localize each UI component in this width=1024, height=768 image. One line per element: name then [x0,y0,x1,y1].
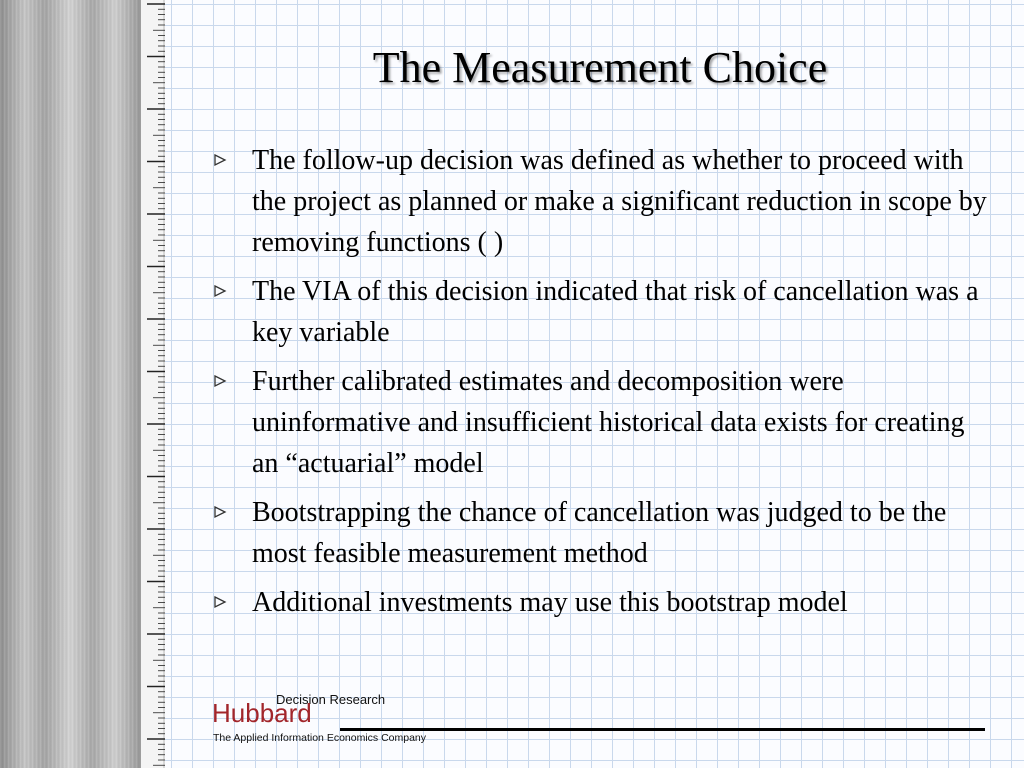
bullet-text: Bootstrapping the chance of cancellation was judged to be the most feasible measurement method [252,497,947,569]
bullet-item [212,492,992,574]
triangle-bullet-icon [212,372,228,390]
logo-tagline: The Applied Information Economics Company [213,732,427,744]
logo-rule [340,728,985,731]
triangle-bullet-icon [212,503,228,521]
triangle-bullet-icon [212,282,228,300]
bullet-list [212,140,992,631]
bullet-item [212,271,992,353]
logo-subtitle: Decision Research [276,692,386,707]
bullet-text: The follow-up decision was defined as whether to proceed with the project as planned or make a significant reduction in scope by removing functions ( ) [252,145,987,258]
bullet-item [212,361,992,484]
bullet-text: Additional investments may use this bootstrap model [252,587,848,618]
company-logo [212,690,987,750]
bullet-item [212,582,992,623]
triangle-bullet-icon [212,593,228,611]
bullet-text: Further calibrated estimates and decomposition were uninformative and insufficient historical data exists for creating an “actuarial” model [252,366,965,479]
logo-name: Hubbard [212,698,312,728]
triangle-bullet-icon [212,151,228,169]
bullet-item [212,140,992,263]
decorative-metal-bar [0,0,140,768]
bullet-text: The VIA of this decision indicated that risk of cancellation was a key variable [252,276,979,348]
decorative-ruler [140,0,165,768]
slide-title: The Measurement Choice [372,43,828,92]
